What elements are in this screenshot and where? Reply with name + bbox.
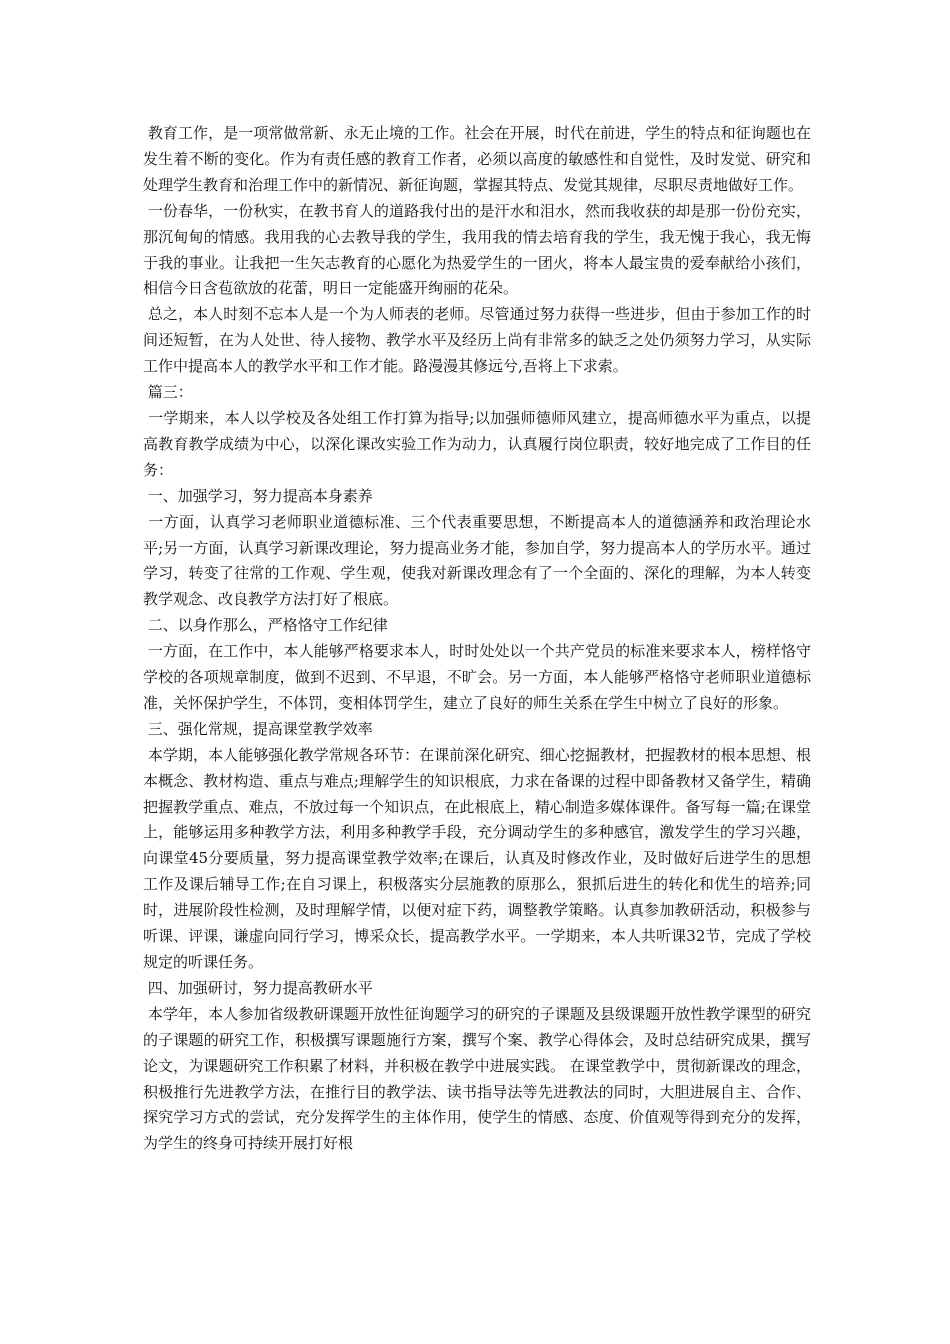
section-heading-4: 四、加强研讨，努力提高教研水平 — [143, 978, 373, 997]
paragraph-discipline: 一方面，在工作中，本人能够严格要求本人，时时处处以一个共产党员的标准来要求本人，榜样恪守学校的各项规章制度，做到不迟到、不早退，不旷会。另一方面，本人能够严格恪守老师职业道德标准，关怀保护学生，不体罚，变相体罚学生，建立了良好的师生关系在学生中树立了良好的形象。 — [143, 642, 811, 712]
section-heading-2: 二、以身作那么，严格恪守工作纪律 — [143, 616, 388, 635]
paragraph-research: 本学年，本人参加省级教研课题开放性征询题学习的研究的子课题及县级课题开放性教学课型的研究的子课题的研究工作，积极撰写课题施行方案，撰写个案、教学心得体会，及时总结研究成果，撰写论文，为课题研究工作积累了材料，并积极在教学中进展实践。 在课堂教学中，贯彻新课改的理念，积极推行先进教学方法，在推行目的教学法、读书指导法等先进教法的同时，大胆进展自主、合作、探究学习方式的尝试，充分发挥学生的主体作用，使学生的情感、态度、价值观等得到充分的发挥，为学生的终身可持续开展打好根 — [143, 1004, 811, 1153]
document-body — [143, 121, 811, 1157]
paragraph-reflection: 一份春华，一份秋实，在教书育人的道路我付出的是汗水和泪水，然而我收获的却是那一份份充实，那沉甸甸的情感。我用我的心去教导我的学生，我用我的情去培育我的学生，我无愧于我心，我无悔于我的事业。让我把一生矢志教育的心愿化为热爱学生的一团火，将本人最宝贵的爱奉献给小孩们，相信今日含苞欲放的花蕾，明日一定能盛开绚丽的花朵。 — [143, 201, 811, 298]
paragraph-semester-overview: 一学期来，本人以学校及各处组工作打算为指导;以加强师德师风建立，提高师德水平为重点，以提高教育教学成绩为中心，以深化课改实验工作为动力，认真履行岗位职责，较好地完成了工作目的任务： — [143, 408, 811, 479]
paragraph-summary: 总之，本人时刻不忘本人是一个为人师表的老师。尽管通过努力获得一些进步，但由于参加工作的时间还短暂，在为人处世、待人接物、教学水平及经历上尚有非常多的缺乏之处仍须努力学习，从实际工作中提高本人的教学水平和工作才能。路漫漫其修远兮,吾将上下求索。 — [143, 305, 811, 376]
paragraph-intro: 教育工作，是一项常做常新、永无止境的工作。社会在开展，时代在前进，学生的特点和征询题也在发生着不断的变化。作为有责任感的教育工作者，必须以高度的敏感性和自觉性，及时发觉、研究和处理学生教育和治理工作中的新情况、新征询题，掌握其特点、发觉其规律，尽职尽责地做好工作。 — [143, 124, 811, 194]
paragraph-teaching-routine: 本学期，本人能够强化教学常规各环节：在课前深化研究、细心挖掘教材，把握教材的根本思想、根本概念、教材构造、重点与难点;理解学生的知识根底，力求在备课的过程中即备教材又备学生，精确把握教学重点、难点，不放过每一个知识点，在此根底上，精心制造多媒体课件。备写每一篇;在课堂上，能够运用多种教学方法，利用多种教学手段，充分调动学生的多种感官，激发学生的学习兴趣，向课堂45分要质量，努力提高课堂教学效率;在课后，认真及时修改作业，及时做好后进学生的思想工作及课后辅导工作;在自习课上，积极落实分层施教的原那么，狠抓后进生的转化和优生的培养;同时，进展阶段性检测，及时理解学情，以便对症下药，调整教学策略。认真参加教研活动，积极参与听课、评课，谦虚向同行学习，博采众长，提高教学水平。一学期来，本人共听课32节，完成了学校规定的听课任务。 — [143, 745, 811, 971]
paragraph-study: 一方面，认真学习老师职业道德标准、三个代表重要思想，不断提高本人的道德涵养和政治理论水平;另一方面，认真学习新课改理论，努力提高业务才能，参加自学，努力提高本人的学历水平。通过学习，转变了往常的工作观、学生观，使我对新课改理念有了一个全面的、深化的理解，为本人转变教学观念、改良教学方法打好了根底。 — [143, 512, 811, 609]
section-heading-part-three: 篇三： — [143, 383, 193, 402]
section-heading-3: 三、强化常规，提高课堂教学效率 — [143, 719, 373, 738]
section-heading-1: 一、加强学习，努力提高本身素养 — [143, 486, 373, 505]
